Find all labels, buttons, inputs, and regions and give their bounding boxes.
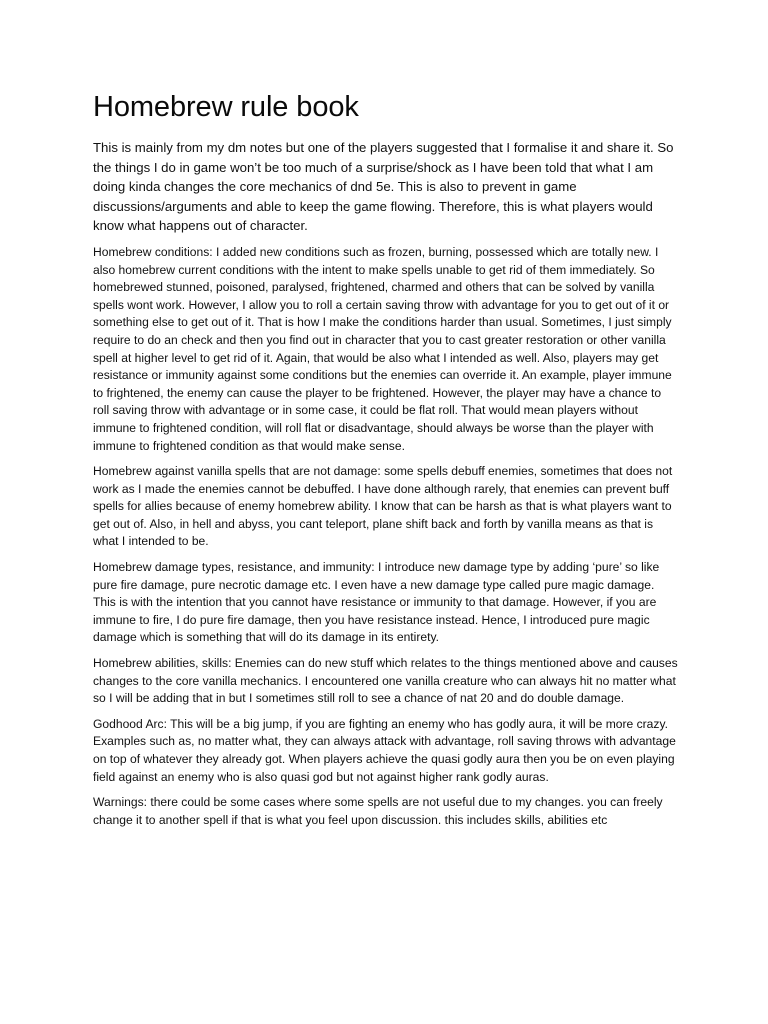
paragraph-abilities-skills: Homebrew abilities, skills: Enemies can do new stuff which relates to the things mentioned above and causes changes to the core vanilla mechanics. I encountered one vanilla creature who can always hit no matter what so I will be adding that in but I sometimes still roll to see a chance of nat 20 and do double damage. — [93, 656, 678, 706]
page-title: Homebrew rule book — [93, 91, 359, 123]
paragraph-damage-types: Homebrew damage types, resistance, and immunity: I introduce new damage type by adding ‘pure’ so like pure fire damage, pure necrotic damage etc. I even have a new damage type called pure magic damage. This is with the intention that you cannot have resistance or immunity to that damage. However, if you are immune to fire, I do pure fire damage, then you have resistance instead. Hence, I introduced pure magic damage which is something that will do its damage in its entirety. — [93, 560, 660, 645]
paragraph-warnings: Warnings: there could be some cases where some spells are not useful due to my changes. you can freely change it to another spell if that is what you feel upon discussion. this includes skills, abilities etc — [93, 795, 663, 827]
intro-paragraph: This is mainly from my dm notes but one of the players suggested that I formalise it and share it. So the things I do in game won’t be too much of a surprise/shock as I have been told that what I am doing kinda changes the core mechanics of dnd 5e. This is also to prevent in game discussions/arguments and able to keep the game flowing. Therefore, this is what players would know what happens out of character. — [93, 140, 674, 234]
paragraph-vanilla-spells: Homebrew against vanilla spells that are not damage: some spells debuff enemies, sometimes that does not work as I made the enemies cannot be debuffed. I have done although rarely, that enemies can prevent buff spells for allies because of enemy homebrew ability. I know that can be harsh as that is what players want to get out of. Also, in hell and abyss, you cant teleport, plane shift back and forth by vanilla means as that is what I intended to be. — [93, 464, 673, 549]
paragraph-godhood-arc: Godhood Arc: This will be a big jump, if you are fighting an enemy who has godly aura, it will be more crazy. Examples such as, no matter what, they can always attack with advantage, roll saving throws with advantage on top of whatever they already got. When players achieve the quasi godly aura then you be on even playing field against an enemy who is also quasi god but not against higher rank godly auras. — [93, 716, 676, 784]
document-body — [93, 88, 680, 837]
paragraph-conditions: Homebrew conditions: I added new conditions such as frozen, burning, possessed which are totally new. I also homebrew current conditions with the intent to make spells unable to get rid of them immediately. So homebrewed stunned, poisoned, paralysed, frightened, charmed and others that can be solved by vanilla spells wont work. However, I allow you to roll a certain saving throw with advantage for you to get out of it or something else to get out of it. That is how I make the conditions harder than usual. Sometimes, I just simply require to do an check and then you find out in character that you to cast greater restoration or other vanilla spell at higher level to get rid of it. Again, that would be also what I intended as well. Also, players may get resistance or immunity against some conditions but the enemies can override it. An example, player immune to frightened, the enemy can cause the player to be frightened. However, the player may have a chance to roll saving throw with advantage or in some case, it could be flat roll. That would mean players without immune to frightened condition, will roll flat or disadvantage, should always be worse than the player with immune to frightened condition as that would make sense. — [93, 244, 672, 453]
